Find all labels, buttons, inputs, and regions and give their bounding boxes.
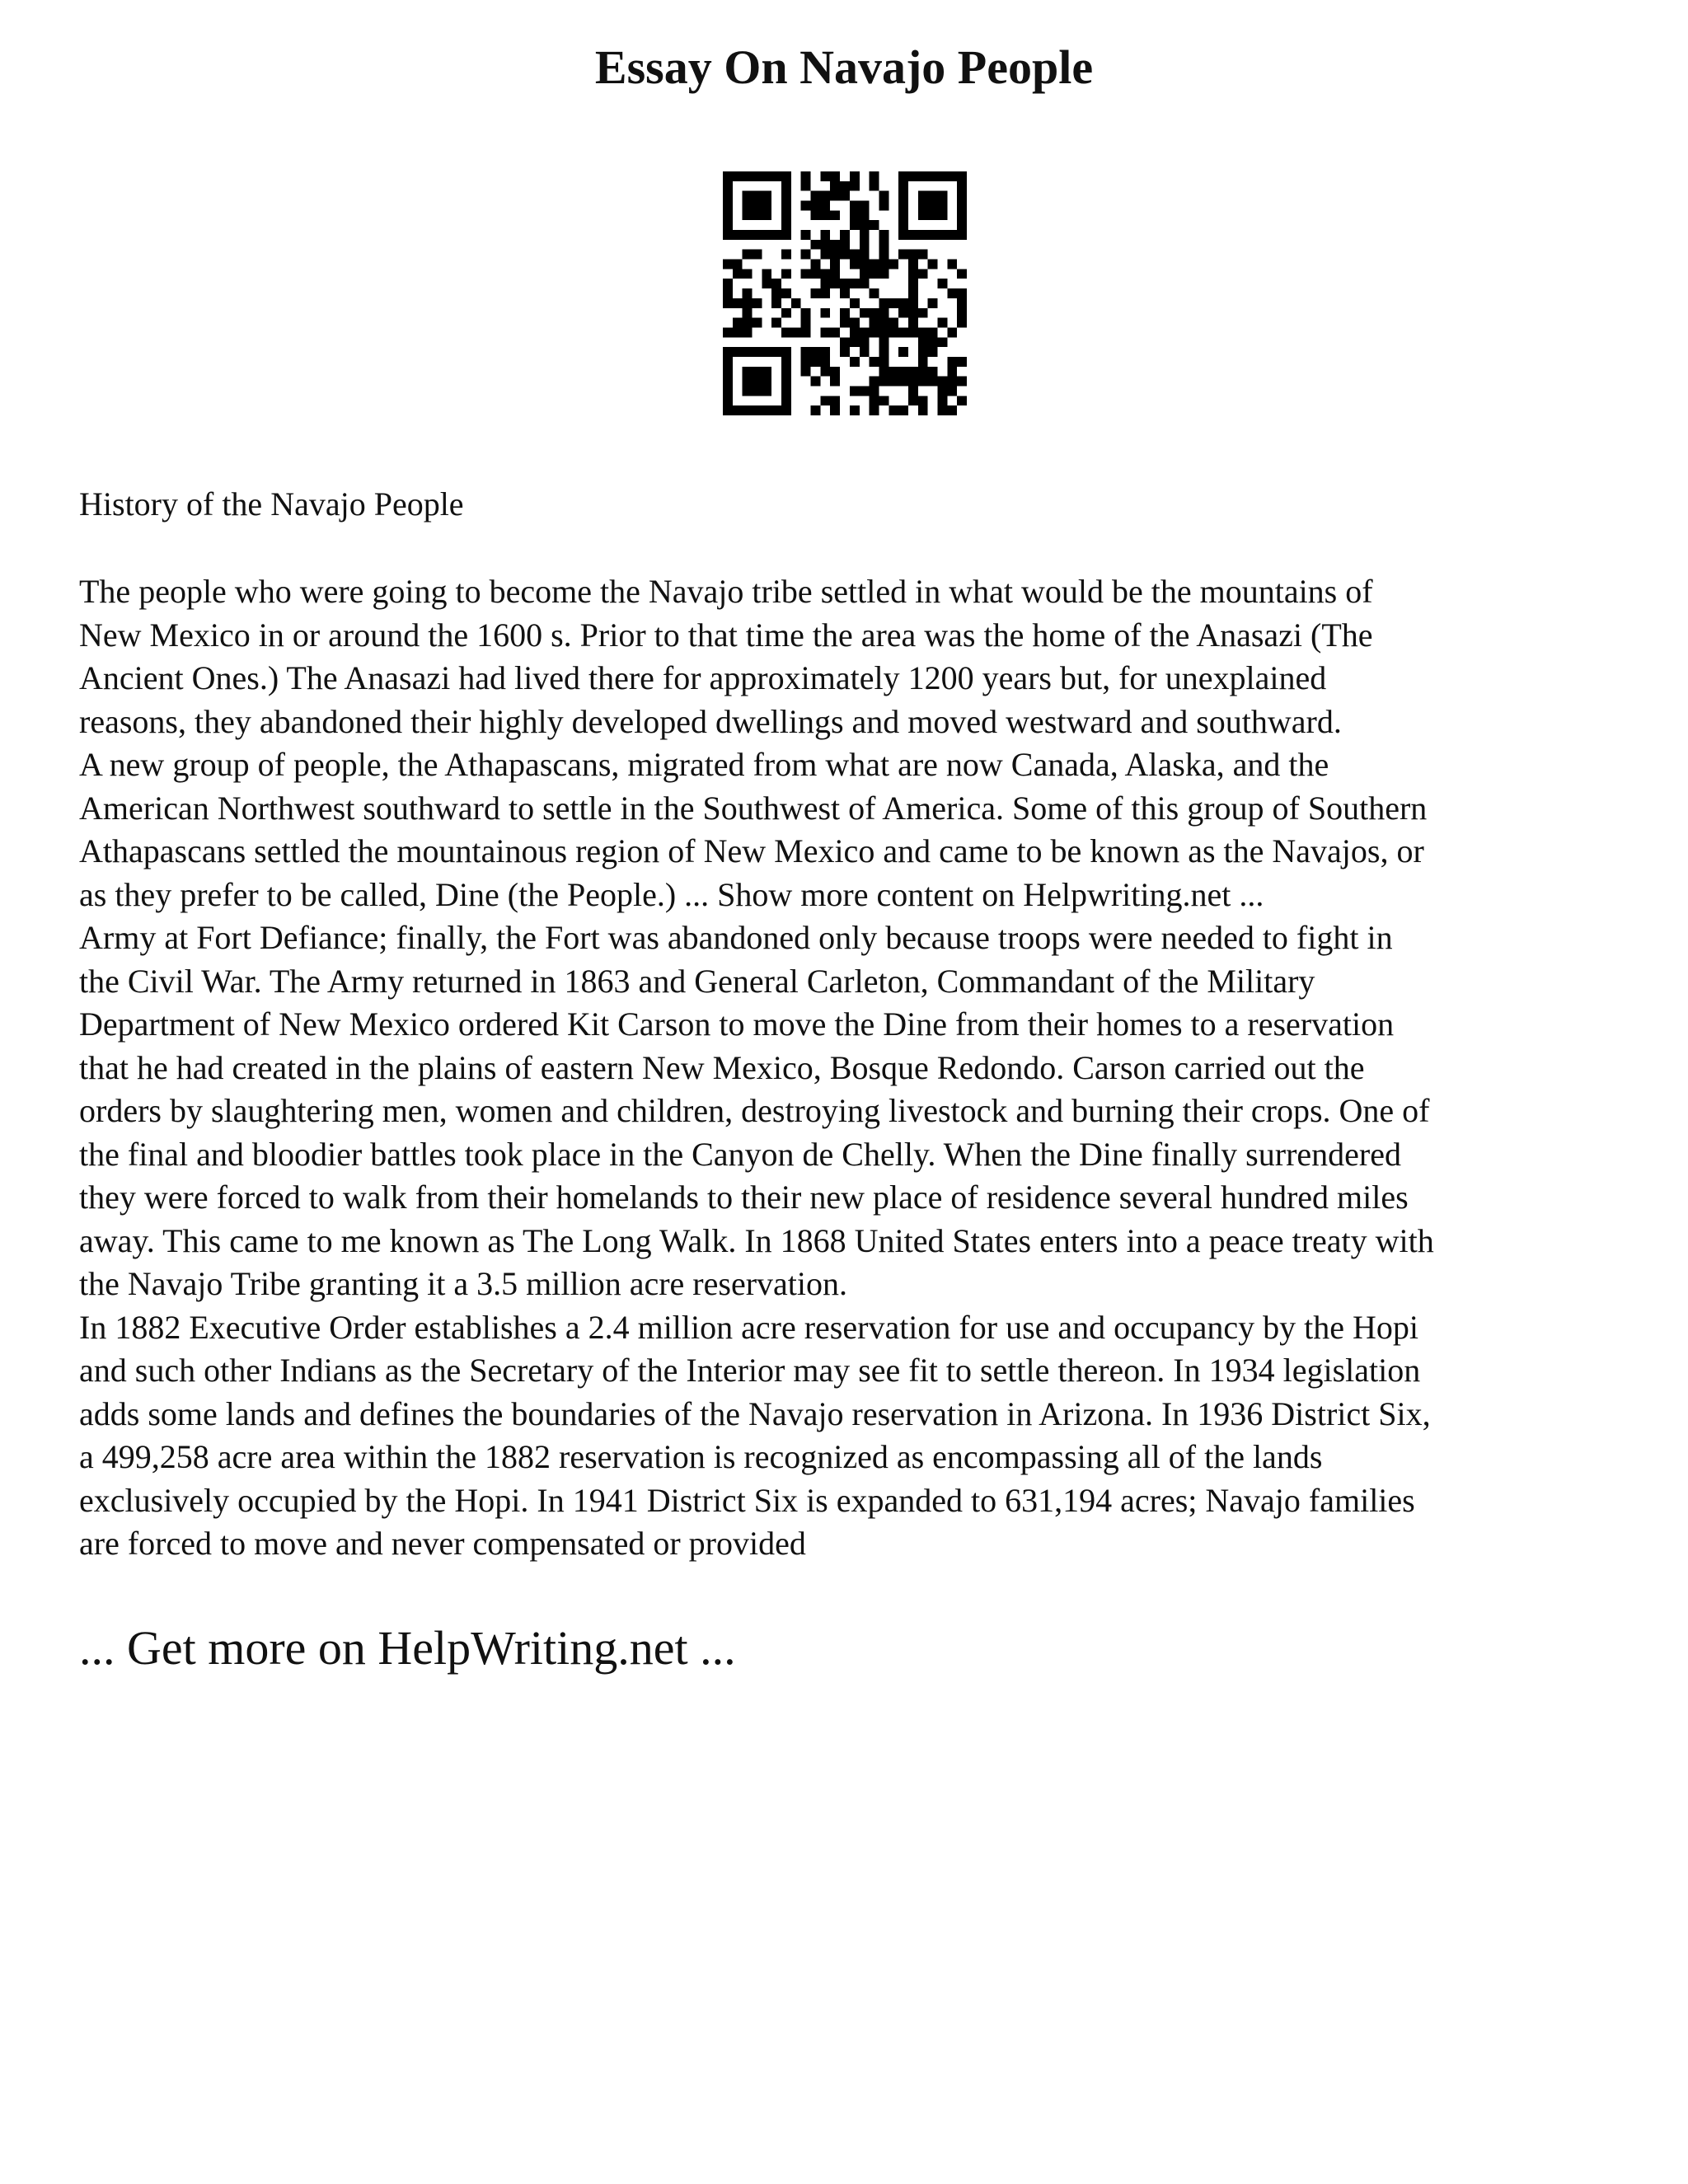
essay-line: the Navajo Tribe granting it a 3.5 million acre reservation. — [79, 1265, 847, 1302]
essay-line: New Mexico in or around the 1600 s. Prior to that time the area was the home of the Anasazi (The — [79, 616, 1373, 654]
essay-line: as they prefer to be called, Dine (the People.) ... Show more content on Helpwriting.net ... — [79, 875, 1264, 913]
essay-line: and such other Indians as the Secretary of the Interior may see fit to settle thereon. In 1934 legislation — [79, 1352, 1421, 1389]
essay-line: Ancient Ones.) The Anasazi had lived there for approximately 1200 years but, for unexplained — [79, 659, 1327, 696]
essay-line: away. This came to me known as The Long Walk. In 1868 United States enters into a peace treaty with — [79, 1221, 1434, 1259]
essay-line: exclusively occupied by the Hopi. In 1941 District Six is expanded to 631,194 acres; Navajo families — [79, 1481, 1415, 1519]
page-title: Essay On Navajo People — [594, 40, 1094, 94]
essay-body — [79, 570, 1625, 1566]
essay-line: that he had created in the plains of eastern New Mexico, Bosque Redondo. Carson carried out the — [79, 1048, 1365, 1086]
essay-line: Athapascans settled the mountainous region of New Mexico and came to be known as the Navajos, or — [79, 832, 1424, 869]
essay-line: reasons, they abandoned their highly developed dwellings and moved westward and southward. — [79, 702, 1342, 740]
get-more-link[interactable]: ... Get more on HelpWriting.net ... — [79, 1621, 736, 1675]
essay-line: Army at Fort Defiance; finally, the Fort was abandoned only because troops were needed to fight in — [79, 919, 1393, 956]
essay-line: a 499,258 acre area within the 1882 reservation is recognized as encompassing all of the lands — [79, 1438, 1323, 1475]
essay-line: they were forced to walk from their homelands to their new place of residence several hundred miles — [79, 1179, 1409, 1216]
essay-line: A new group of people, the Athapascans, migrated from what are now Canada, Alaska, and the — [79, 746, 1329, 783]
essay-line: the final and bloodier battles took place in the Canyon de Chelly. When the Dine finally surrendered — [79, 1135, 1401, 1173]
section-heading: History of the Navajo People — [79, 485, 464, 523]
qr-code-icon — [723, 171, 967, 415]
essay-line: The people who were going to become the Navajo tribe settled in what would be the mountains of — [79, 573, 1373, 610]
qr-code-image — [723, 171, 967, 415]
essay-line: orders by slaughtering men, women and children, destroying livestock and burning their crops. One of — [79, 1092, 1430, 1129]
essay-line: are forced to move and never compensated or provided — [79, 1525, 806, 1562]
essay-line: American Northwest southward to settle in the Southwest of America. Some of this group of Southern — [79, 789, 1428, 827]
essay-line: adds some lands and defines the boundaries of the Navajo reservation in Arizona. In 1936 District Six, — [79, 1394, 1431, 1432]
essay-line: the Civil War. The Army returned in 1863 and General Carleton, Commandant of the Military — [79, 962, 1315, 1000]
essay-line: In 1882 Executive Order establishes a 2.4 million acre reservation for use and occupancy by the Hopi — [79, 1308, 1419, 1346]
essay-line: Department of New Mexico ordered Kit Carson to move the Dine from their homes to a reservation — [79, 1005, 1395, 1043]
